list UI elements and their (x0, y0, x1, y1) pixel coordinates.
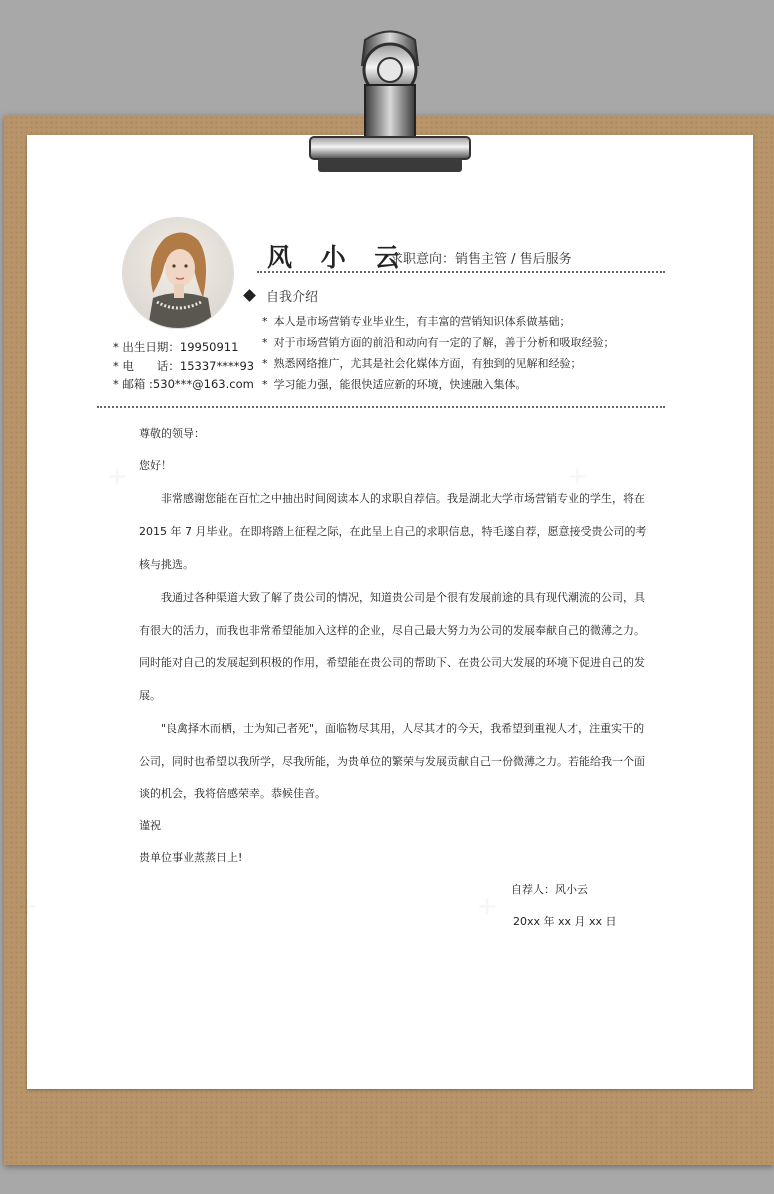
list-item: * 学习能力强，能很快适应新的环境，快速融入集体。 (262, 374, 615, 395)
avatar (122, 217, 234, 329)
letter-date: 20xx 年 xx 月 xx 日 (513, 915, 617, 928)
divider (97, 406, 665, 408)
watermark (471, 892, 502, 923)
letter-line: 公司，同时也希望以我所学，尽我所能，为贵单位的繁荣与发展贡献自己一份微薄之力。若能给我一个面 (139, 755, 645, 768)
resume-paper (27, 135, 753, 1089)
divider (257, 271, 665, 273)
list-item: * 本人是市场营销专业毕业生，有丰富的营销知识体系做基础； (262, 311, 615, 332)
list-item: * 对于市场营销方面的前沿和动向有一定的了解，善于分析和吸取经验； (262, 332, 615, 353)
letter-line: 谈的机会，我将倍感荣幸。恭候佳音。 (139, 787, 326, 800)
letter-line: "良禽择木而栖，士为知己者死"，面临物尽其用，人尽其才的今天，我希望到重视人才，注重实干的 (161, 722, 645, 735)
letter-closing: 贵单位事业蒸蒸日上! (139, 851, 243, 864)
letter-line: 核与挑选。 (139, 558, 194, 571)
phone: * 电 话：15337****93 (113, 358, 255, 373)
birth-date: * 出生日期：19950911 (113, 340, 239, 354)
self-intro-heading (245, 286, 318, 305)
letter-closing: 谨祝 (139, 819, 161, 832)
contact-info (113, 338, 254, 394)
letter-line: 展。 (139, 689, 161, 702)
letter-greeting: 尊敬的领导： (139, 427, 205, 440)
letter-signature: 自荐人：风小云 (511, 883, 588, 896)
list-item: * 熟悉网络推广，尤其是社会化媒体方面，有独到的见解和经验； (262, 353, 615, 374)
watermark (101, 462, 132, 493)
self-intro-list (262, 311, 615, 395)
letter-line: 2015 年 7 月毕业。在即将踏上征程之际，在此呈上自己的求职信息，特毛遂自荐，愿意接受贵公司的考 (139, 525, 647, 538)
letter-line: 同时能对自己的发展起到积极的作用，希望能在贵公司的帮助下、在贵公司大发展的环境下促进自己的发 (139, 656, 645, 669)
binder-clip-icon (300, 25, 480, 180)
diamond-icon (243, 289, 256, 302)
self-intro-title: 自我介绍 (266, 290, 319, 305)
job-intention: 求职意向：销售主管 / 售后服务 (390, 252, 572, 267)
letter-line: 我通过各种渠道大致了解了贵公司的情况，知道贵公司是个很有发展前途的具有现代潮流的公司，具 (161, 591, 645, 604)
candidate-name: 风 小 云 (267, 243, 410, 272)
watermark (561, 462, 592, 493)
letter-line: 非常感谢您能在百忙之中抽出时间阅读本人的求职自荐信。我是湖北大学市场营销专业的学生，将在 (161, 492, 645, 505)
letter-hello: 您好！ (139, 459, 172, 472)
email: * 邮箱 :530***@163.com (113, 377, 254, 391)
letter-line: 有很大的活力，而我也非常希望能加入这样的企业，尽自己最大努力为公司的发展奉献自己的微薄之力。 (139, 624, 645, 637)
